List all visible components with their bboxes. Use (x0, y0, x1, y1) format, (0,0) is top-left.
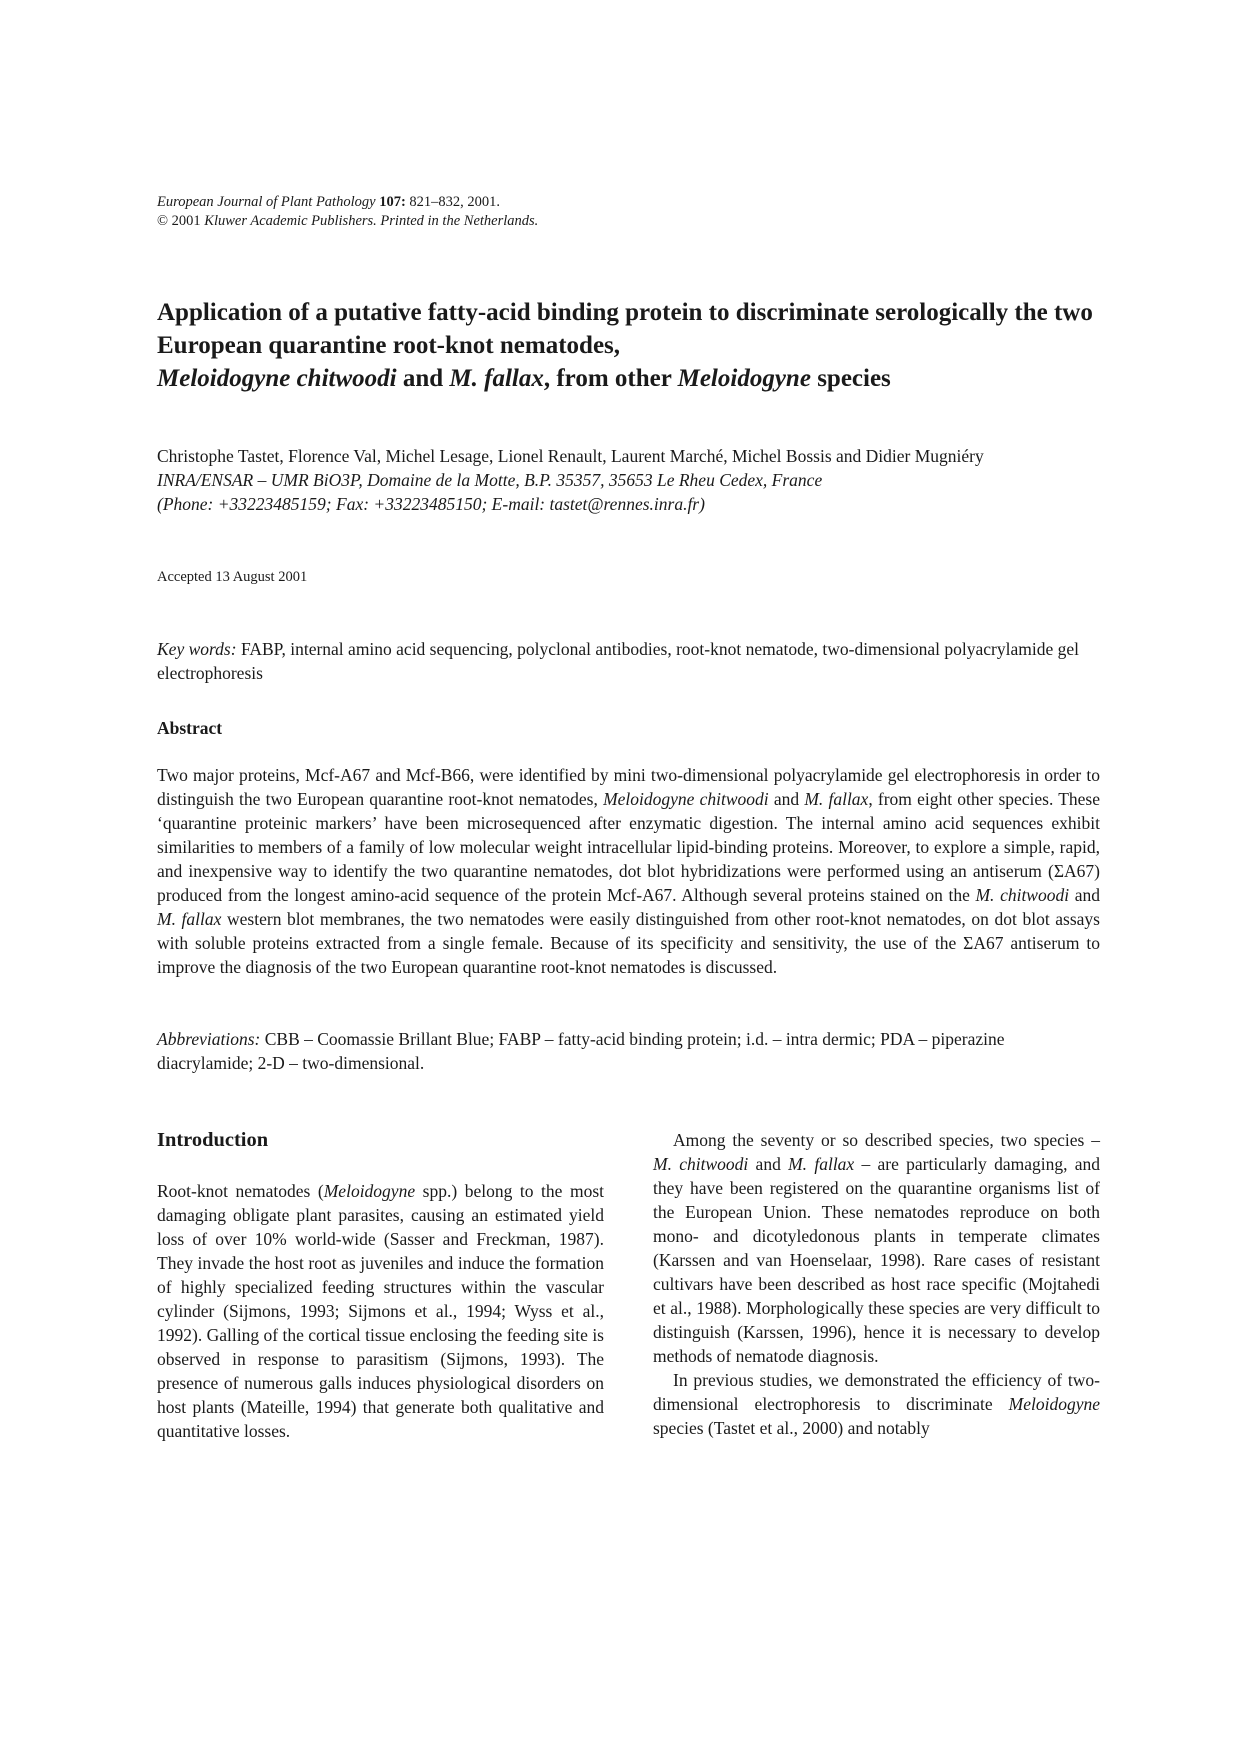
abbreviations-text: CBB – Coomassie Brillant Blue; FABP – fatty-acid binding protein; i.d. – intra dermic; PDA – piperazine diacrylamide; 2-D – two-dimensional. (157, 1029, 1005, 1073)
abstract-text: Two major proteins, Mcf-A67 and Mcf-B66, were identified by mini two-dimensional polyacrylamide gel electrophoresis in order to distinguish the two European quarantine root-knot nematodes, Meloidogyne chitwoodi and M. fallax, from eight other species. These ‘quarantine proteinic markers’ have been microsequenced after enzymatic digestion. The internal amino acid sequences exhibit similarities to members of a family of low molecular weight intracellular lipid-binding proteins. Moreover, to explore a simple, rapid, and inexpensive way to identify the two quarantine nematodes, dot blot hybridizations were performed using an antiserum (ΣA67) produced from the longest amino-acid sequence of the protein Mcf-A67. Although several proteins stained on the M. chitwoodi and M. fallax western blot membranes, the two nematodes were easily distinguished from other root-knot nematodes, on dot blot assays with soluble proteins extracted from a single female. Because of its specificity and sensitivity, the use of the ΣA67 antiserum to improve the diagnosis of the two European quarantine root-knot nematodes is discussed. (157, 765, 1101, 977)
abbreviations (157, 1027, 1100, 1075)
paper-title: Application of a putative fatty-acid binding protein to discriminate serologically the two European quarantine root-knot nematodes, Meloidogyne chitwoodi and M. fallax, from other Meloidogyne species (157, 299, 1093, 392)
introduction-heading: Introduction (157, 1129, 269, 1151)
author-block (157, 444, 1100, 516)
copyright-year: © 2001 (157, 213, 201, 229)
keywords-text: FABP, internal amino acid sequencing, polyclonal antibodies, root-knot nematode, two-dimensional polyacrylamide gel electrophoresis (157, 639, 1079, 683)
affiliation: INRA/ENSAR – UMR BiO3P, Domaine de la Motte, B.P. 35357, 35653 Le Rheu Cedex, France (157, 470, 823, 490)
author-names: Christophe Tastet, Florence Val, Michel Lesage, Lionel Renault, Laurent Marché, Michel Bossis and Didier Mugniéry (157, 446, 984, 466)
abstract-heading: Abstract (157, 718, 223, 738)
publisher: Kluwer Academic Publishers. Printed in the Netherlands. (204, 213, 539, 229)
abbreviations-label: Abbreviations: (157, 1029, 261, 1049)
journal-pages: 821–832, 2001. (409, 194, 501, 210)
intro-paragraph-2: Among the seventy or so described species, two species – M. chitwoodi and M. fallax – are particularly damaging, and they have been registered on the quarantine organisms list of the European Union. These nematodes reproduce on both mono- and dicotyledonous plants in temperate climates (Karssen and van Hoenselaar, 1998). Rare cases of resistant cultivars have been described as host race specific (Mojtahedi et al., 1988). Morphologically these species are very difficult to distinguish (Karssen, 1996), hence it is necessary to develop methods of nematode diagnosis. (653, 1130, 1101, 1366)
journal-volume: 107: (379, 194, 406, 210)
intro-paragraph-1: Root-knot nematodes (Meloidogyne spp.) belong to the most damaging obligate plant parasites, causing an estimated yield loss of over 10% world-wide (Sasser and Freckman, 1987). They invade the host root as juveniles and induce the formation of highly specialized feeding structures within the vascular cylinder (Sijmons, 1993; Sijmons et al., 1994; Wyss et al., 1992). Galling of the cortical tissue enclosing the feeding site is observed in response to parasitism (Sijmons, 1993). The presence of numerous galls induces physiological disorders on host plants (Mateille, 1994) that generate both qualitative and quantitative losses. (157, 1181, 604, 1441)
copyright-line (157, 212, 538, 231)
contact-info: (Phone: +33223485159; Fax: +33223485150; E-mail: tastet@rennes.inra.fr) (157, 494, 705, 514)
journal-name: European Journal of Plant Pathology (157, 194, 376, 210)
keywords-label: Key words: (157, 639, 237, 659)
journal-header (157, 193, 538, 231)
left-column (157, 1128, 604, 1443)
intro-paragraph-3: In previous studies, we demonstrated the efficiency of two-dimensional electrophoresis to discriminate Meloidogyne species (Tastet et al., 2000) and notably (653, 1370, 1100, 1438)
citation-line (157, 193, 538, 212)
keywords (157, 637, 1100, 685)
accepted-date: Accepted 13 August 2001 (157, 569, 308, 585)
right-column (653, 1128, 1100, 1440)
